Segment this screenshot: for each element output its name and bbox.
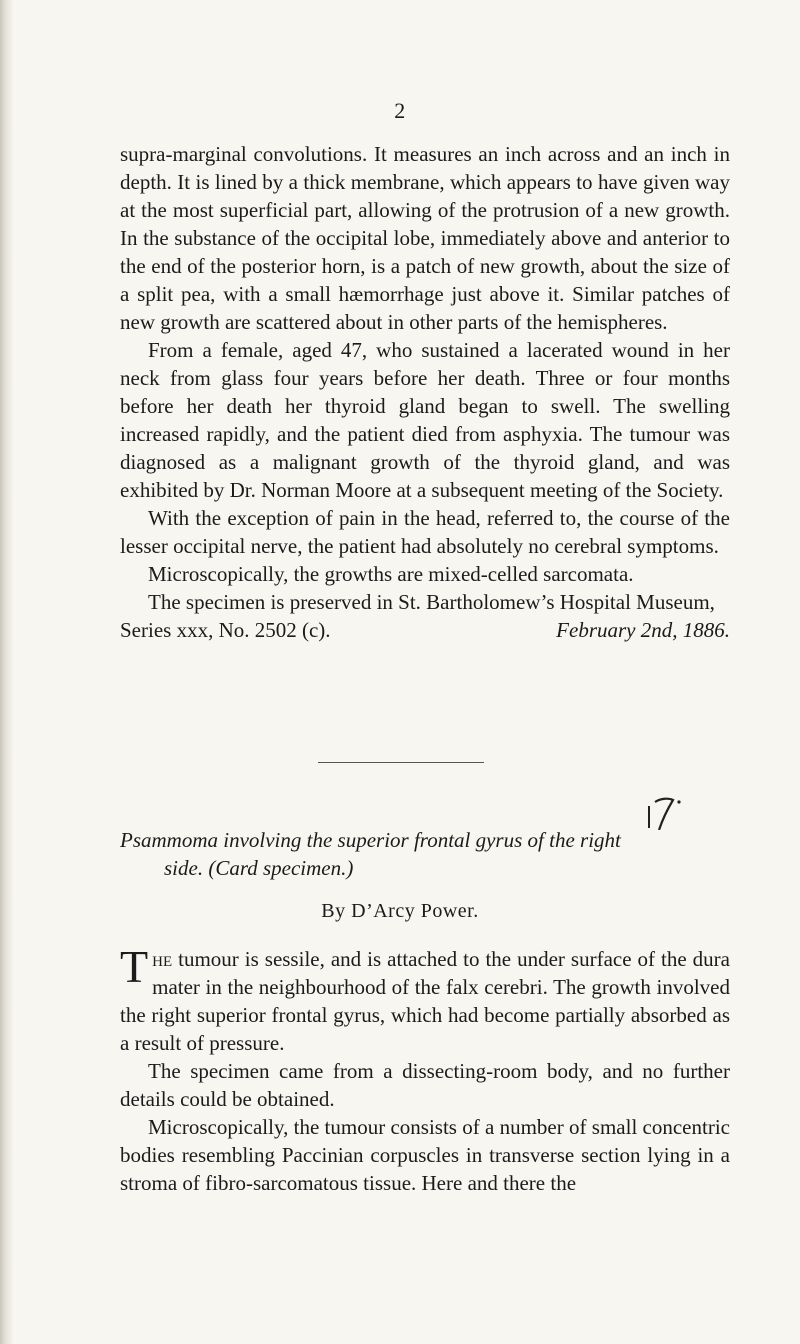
- section-divider: [318, 762, 484, 763]
- paragraph: The specimen is preserved in St. Bartholomew’s Hospital Museum,: [148, 590, 715, 614]
- opening-paragraph: [120, 941, 730, 1057]
- first-word-small-caps: he: [152, 947, 173, 971]
- opening-paragraph-text: tumour is sessile, and is attached to the under surface of the dura mater in the neighbourhood of the falx cerebri. The growth involved the right superior frontal gyrus, which had become partially absorbed as a result of pressure.: [120, 947, 730, 1055]
- article-title: [120, 826, 730, 882]
- title-line-2: side. (Card specimen.): [164, 856, 354, 880]
- paragraph: From a female, aged 47, who sustained a lacerated wound in her neck from glass four years before her death. Three or four months before her death her thyroid gland began to swell. The swelling increased rapidly, and the patient died from asphyxia. The tumour was diagnosed as a malignant growth of the thyroid gland, and was exhibited by Dr. Norman Moore at a subsequent meeting of the Society.: [120, 338, 730, 502]
- drop-cap: T: [120, 941, 149, 992]
- date: February 2nd, 1886.: [556, 618, 730, 642]
- series-reference: Series xxx, No. 2502 (c).: [120, 618, 331, 642]
- page-number: 2: [394, 98, 406, 123]
- paragraph: supra-marginal convolutions. It measures an inch across and an inch in depth. It is lined by a thick membrane, which appears to have given way at the most superficial part, allowing of the protrusion of a new growth. In the substance of the occipital lobe, immediately above and anterior to the end of the posterior horn, is a patch of new growth, about the size of a split pea, with a small hæmorrhage just above it. Similar patches of new growth are scattered about in other parts of the hemispheres.: [120, 142, 730, 334]
- handwritten-number: [643, 796, 683, 830]
- paragraph: The specimen came from a dissecting-room body, and no further details could be obtained.: [120, 1059, 730, 1111]
- paragraph: Microscopically, the growths are mixed-celled sarcomata.: [148, 562, 634, 586]
- author-byline: By D’Arcy Power.: [321, 900, 479, 922]
- paragraph: With the exception of pain in the head, referred to, the course of the lesser occipital nerve, the patient had absolutely no cerebral symptoms.: [120, 506, 730, 558]
- catalogue-line: [120, 616, 730, 644]
- paragraph: Microscopically, the tumour consists of a number of small concentric bodies resembling Paccinian corpuscles in transverse section lying in a stroma of fibro-sarcomatous tissue. Here and there the: [120, 1115, 730, 1195]
- page-gutter-shadow: [0, 0, 14, 1344]
- title-line-1: Psammoma involving the superior frontal gyrus of the right: [120, 828, 621, 852]
- article-body: [120, 941, 730, 1197]
- article-continuation: [120, 140, 730, 644]
